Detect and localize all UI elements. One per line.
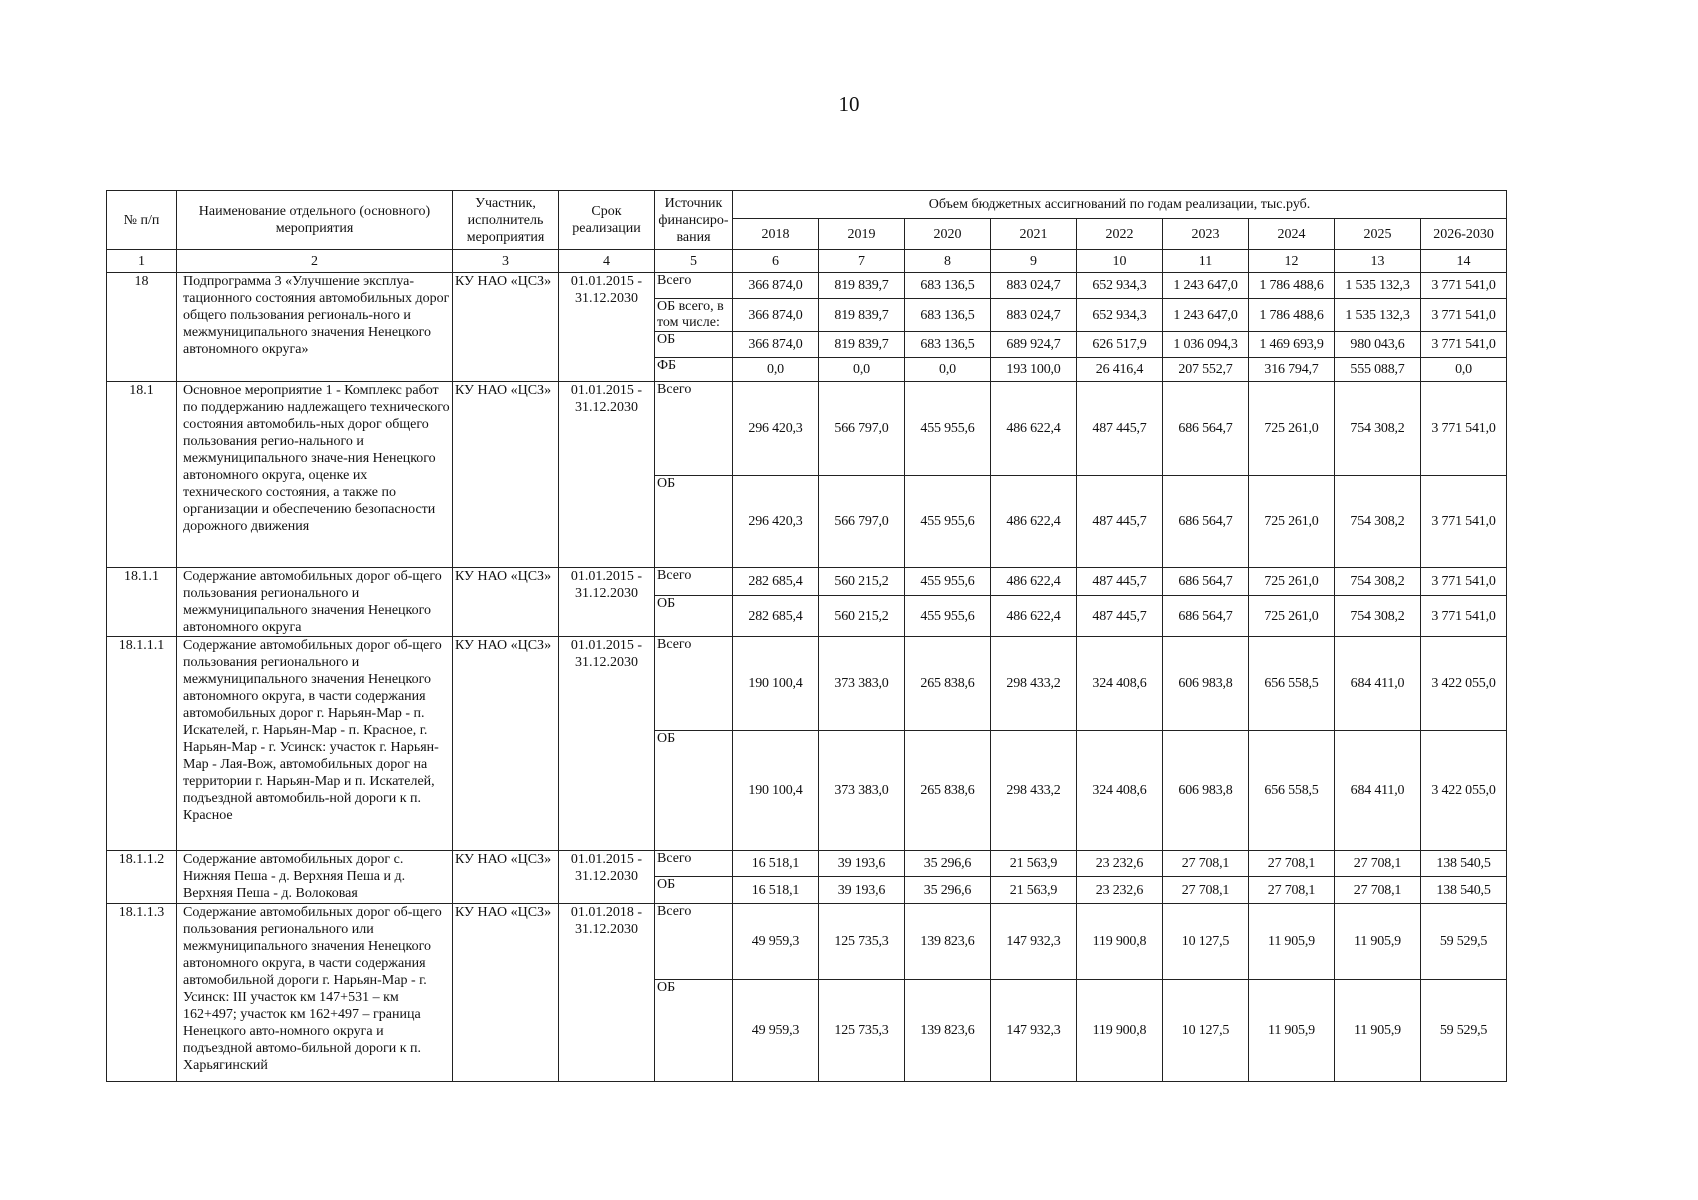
budget-value: 487 445,7	[1077, 596, 1163, 637]
budget-value: 819 839,7	[819, 299, 905, 332]
funding-source: ФБ	[655, 358, 733, 382]
budget-value: 190 100,4	[733, 731, 819, 851]
budget-value: 39 193,6	[819, 877, 905, 904]
budget-value: 3 771 541,0	[1421, 568, 1507, 596]
funding-source: ОБ	[655, 332, 733, 358]
budget-value: 3 771 541,0	[1421, 476, 1507, 568]
budget-value: 487 445,7	[1077, 568, 1163, 596]
column-number: 4	[559, 250, 655, 273]
budget-value: 324 408,6	[1077, 637, 1163, 731]
budget-value: 139 823,6	[905, 904, 991, 980]
budget-value: 27 708,1	[1249, 851, 1335, 877]
budget-value: 27 708,1	[1335, 851, 1421, 877]
budget-value: 21 563,9	[991, 851, 1077, 877]
row-name: Содержание автомобильных дорог об-щего пользования регионального или межмуниципального значения Ненецкого автономного округа, в части содержания автомобильной дороги г. Нарьян-Мар - г. Усинск: III участок км 147+531 – км 162+497; участок км 162+497 – граница Ненецкого авто-номного округа и подъездной автомо-бильной дороги к п. Харьягинский	[177, 904, 453, 1082]
budget-value: 207 552,7	[1163, 358, 1249, 382]
budget-value: 49 959,3	[733, 980, 819, 1082]
budget-value: 686 564,7	[1163, 476, 1249, 568]
funding-source: ОБ	[655, 596, 733, 637]
budget-value: 455 955,6	[905, 382, 991, 476]
budget-value: 125 735,3	[819, 904, 905, 980]
budget-value: 1 469 693,9	[1249, 332, 1335, 358]
table-row	[107, 273, 1507, 299]
funding-source: ОБ	[655, 731, 733, 851]
budget-value: 0,0	[1421, 358, 1507, 382]
budget-value: 27 708,1	[1249, 877, 1335, 904]
header-source: Источник финансиро-вания	[655, 191, 733, 250]
budget-value: 59 529,5	[1421, 980, 1507, 1082]
budget-value: 0,0	[905, 358, 991, 382]
row-number: 18.1	[107, 382, 177, 568]
row-term: 01.01.2018 - 31.12.2030	[559, 904, 655, 1082]
header-year: 2020	[905, 219, 991, 250]
budget-value: 373 383,0	[819, 731, 905, 851]
column-number: 1	[107, 250, 177, 273]
budget-value: 21 563,9	[991, 877, 1077, 904]
budget-value: 0,0	[819, 358, 905, 382]
row-number: 18.1.1.3	[107, 904, 177, 1082]
budget-value: 684 411,0	[1335, 637, 1421, 731]
budget-value: 39 193,6	[819, 851, 905, 877]
table-row	[107, 904, 1507, 980]
budget-value: 487 445,7	[1077, 382, 1163, 476]
budget-value: 3 771 541,0	[1421, 299, 1507, 332]
page-number: 10	[838, 92, 860, 116]
table-row	[107, 851, 1507, 877]
funding-source: ОБ	[655, 877, 733, 904]
budget-value: 686 564,7	[1163, 382, 1249, 476]
budget-value: 1 535 132,3	[1335, 299, 1421, 332]
funding-source: ОБ всего, в том числе:	[655, 299, 733, 332]
budget-value: 606 983,8	[1163, 637, 1249, 731]
budget-value: 16 518,1	[733, 851, 819, 877]
budget-value: 26 416,4	[1077, 358, 1163, 382]
budget-value: 265 838,6	[905, 637, 991, 731]
header-participant: Участник, исполнитель мероприятия	[453, 191, 559, 250]
budget-value: 566 797,0	[819, 476, 905, 568]
budget-value: 3 422 055,0	[1421, 731, 1507, 851]
budget-value: 27 708,1	[1163, 877, 1249, 904]
budget-value: 190 100,4	[733, 637, 819, 731]
budget-value: 486 622,4	[991, 568, 1077, 596]
budget-value: 282 685,4	[733, 596, 819, 637]
budget-value: 282 685,4	[733, 568, 819, 596]
column-number: 12	[1249, 250, 1335, 273]
budget-value: 27 708,1	[1335, 877, 1421, 904]
budget-value: 606 983,8	[1163, 731, 1249, 851]
budget-value: 23 232,6	[1077, 851, 1163, 877]
budget-value: 138 540,5	[1421, 851, 1507, 877]
budget-value: 0,0	[733, 358, 819, 382]
row-participant: КУ НАО «ЦСЗ»	[453, 904, 559, 1082]
header-budget: Объем бюджетных ассигнований по годам реализации, тыс.руб.	[733, 191, 1507, 219]
budget-value: 3 422 055,0	[1421, 637, 1507, 731]
funding-source: Всего	[655, 637, 733, 731]
budget-value: 324 408,6	[1077, 731, 1163, 851]
budget-value: 883 024,7	[991, 273, 1077, 299]
budget-value: 11 905,9	[1335, 904, 1421, 980]
budget-value: 686 564,7	[1163, 596, 1249, 637]
budget-value: 754 308,2	[1335, 476, 1421, 568]
header-year: 2022	[1077, 219, 1163, 250]
row-term: 01.01.2015 - 31.12.2030	[559, 382, 655, 568]
budget-value: 486 622,4	[991, 596, 1077, 637]
budget-value: 1 243 647,0	[1163, 299, 1249, 332]
budget-value: 35 296,6	[905, 877, 991, 904]
row-participant: КУ НАО «ЦСЗ»	[453, 637, 559, 851]
budget-value: 1 786 488,6	[1249, 273, 1335, 299]
budget-value: 35 296,6	[905, 851, 991, 877]
funding-source: ОБ	[655, 980, 733, 1082]
column-number: 10	[1077, 250, 1163, 273]
budget-value: 366 874,0	[733, 273, 819, 299]
funding-source: Всего	[655, 382, 733, 476]
funding-source: ОБ	[655, 476, 733, 568]
row-name: Содержание автомобильных дорог с. Нижняя Пеша - д. Верхняя Пеша и д. Верхняя Пеша - д. Волоковая	[177, 851, 453, 904]
budget-value: 193 100,0	[991, 358, 1077, 382]
funding-source: Всего	[655, 904, 733, 980]
row-number: 18.1.1.1	[107, 637, 177, 851]
funding-source: Всего	[655, 273, 733, 299]
budget-value: 3 771 541,0	[1421, 273, 1507, 299]
budget-value: 16 518,1	[733, 877, 819, 904]
budget-value: 560 215,2	[819, 596, 905, 637]
column-number: 2	[177, 250, 453, 273]
header-year: 2018	[733, 219, 819, 250]
budget-value: 555 088,7	[1335, 358, 1421, 382]
budget-value: 686 564,7	[1163, 568, 1249, 596]
header-num: № п/п	[107, 191, 177, 250]
funding-source: Всего	[655, 851, 733, 877]
row-name: Подпрограмма 3 «Улучшение эксплуа-тационного состояния автомобильных дорог общего пользования региональ-ного и межмуниципального значения Ненецкого автономного округа»	[177, 273, 453, 382]
budget-value: 560 215,2	[819, 568, 905, 596]
budget-value: 819 839,7	[819, 332, 905, 358]
budget-value: 316 794,7	[1249, 358, 1335, 382]
budget-value: 754 308,2	[1335, 382, 1421, 476]
budget-value: 59 529,5	[1421, 904, 1507, 980]
budget-value: 486 622,4	[991, 382, 1077, 476]
budget-value: 754 308,2	[1335, 596, 1421, 637]
column-number: 13	[1335, 250, 1421, 273]
budget-value: 366 874,0	[733, 299, 819, 332]
column-number: 9	[991, 250, 1077, 273]
column-number: 14	[1421, 250, 1507, 273]
header-row	[107, 191, 1507, 219]
column-numbers-row	[107, 250, 1507, 273]
header-year: 2024	[1249, 219, 1335, 250]
row-participant: КУ НАО «ЦСЗ»	[453, 382, 559, 568]
row-term: 01.01.2015 - 31.12.2030	[559, 273, 655, 382]
budget-value: 652 934,3	[1077, 299, 1163, 332]
column-number: 3	[453, 250, 559, 273]
row-number: 18	[107, 273, 177, 382]
row-number: 18.1.1	[107, 568, 177, 637]
row-participant: КУ НАО «ЦСЗ»	[453, 851, 559, 904]
budget-value: 486 622,4	[991, 476, 1077, 568]
budget-value: 455 955,6	[905, 596, 991, 637]
budget-value: 455 955,6	[905, 476, 991, 568]
budget-value: 684 411,0	[1335, 731, 1421, 851]
header-year: 2026-2030	[1421, 219, 1507, 250]
budget-value: 656 558,5	[1249, 637, 1335, 731]
budget-value: 366 874,0	[733, 332, 819, 358]
budget-value: 487 445,7	[1077, 476, 1163, 568]
budget-value: 683 136,5	[905, 273, 991, 299]
budget-value: 1 535 132,3	[1335, 273, 1421, 299]
header-year: 2025	[1335, 219, 1421, 250]
row-number: 18.1.1.2	[107, 851, 177, 904]
budget-value: 725 261,0	[1249, 476, 1335, 568]
budget-value: 3 771 541,0	[1421, 382, 1507, 476]
table-row	[107, 382, 1507, 476]
row-name: Содержание автомобильных дорог об-щего пользования регионального и межмуниципального значения Ненецкого автономного округа	[177, 568, 453, 637]
row-term: 01.01.2015 - 31.12.2030	[559, 637, 655, 851]
funding-source: Всего	[655, 568, 733, 596]
header-name: Наименование отдельного (основного) мероприятия	[177, 191, 453, 250]
budget-value: 754 308,2	[1335, 568, 1421, 596]
table-row	[107, 568, 1507, 596]
row-name: Содержание автомобильных дорог об-щего пользования регионального и межмуниципального значения Ненецкого автономного округа, в части содержания автомобильных дорог г. Нарьян-Мар - п. Искателей, г. Нарьян-Мар - п. Красное, г. Нарьян-Мар - г. Усинск: участок г. Нарьян-Мар - Лая-Вож, автомобильных дорог на территории г. Нарьян-Мар и п. Искателей, подъездной автомобиль-ной дороги к п. Красное	[177, 637, 453, 851]
row-term: 01.01.2015 - 31.12.2030	[559, 568, 655, 637]
budget-value: 689 924,7	[991, 332, 1077, 358]
budget-value: 119 900,8	[1077, 980, 1163, 1082]
budget-table	[106, 190, 1507, 1082]
budget-value: 656 558,5	[1249, 731, 1335, 851]
budget-value: 3 771 541,0	[1421, 332, 1507, 358]
budget-value: 49 959,3	[733, 904, 819, 980]
budget-value: 119 900,8	[1077, 904, 1163, 980]
budget-value: 626 517,9	[1077, 332, 1163, 358]
column-number: 5	[655, 250, 733, 273]
header-year: 2021	[991, 219, 1077, 250]
budget-value: 10 127,5	[1163, 980, 1249, 1082]
row-name: Основное мероприятие 1 - Комплекс работ по поддержанию надлежащего технического состояния автомобиль-ных дорог общего пользования регио-нального и межмуниципального значе-ния Ненецкого автономного округа, оценке их технического состояния, а также по организации и обеспечению безопасности дорожного движения	[177, 382, 453, 568]
column-number: 8	[905, 250, 991, 273]
budget-value: 298 433,2	[991, 731, 1077, 851]
budget-value: 1 243 647,0	[1163, 273, 1249, 299]
budget-value: 11 905,9	[1249, 904, 1335, 980]
budget-value: 23 232,6	[1077, 877, 1163, 904]
row-participant: КУ НАО «ЦСЗ»	[453, 568, 559, 637]
budget-value: 725 261,0	[1249, 568, 1335, 596]
budget-value: 883 024,7	[991, 299, 1077, 332]
budget-value: 725 261,0	[1249, 382, 1335, 476]
budget-value: 296 420,3	[733, 382, 819, 476]
budget-value: 138 540,5	[1421, 877, 1507, 904]
budget-value: 725 261,0	[1249, 596, 1335, 637]
budget-value: 819 839,7	[819, 273, 905, 299]
budget-value: 10 127,5	[1163, 904, 1249, 980]
row-participant: КУ НАО «ЦСЗ»	[453, 273, 559, 382]
budget-value: 11 905,9	[1335, 980, 1421, 1082]
budget-value: 566 797,0	[819, 382, 905, 476]
budget-value: 147 932,3	[991, 980, 1077, 1082]
budget-value: 455 955,6	[905, 568, 991, 596]
budget-value: 27 708,1	[1163, 851, 1249, 877]
budget-value: 11 905,9	[1249, 980, 1335, 1082]
budget-value: 1 786 488,6	[1249, 299, 1335, 332]
column-number: 6	[733, 250, 819, 273]
budget-value: 652 934,3	[1077, 273, 1163, 299]
header-term: Срок реализации	[559, 191, 655, 250]
column-number: 11	[1163, 250, 1249, 273]
row-term: 01.01.2015 - 31.12.2030	[559, 851, 655, 904]
budget-value: 265 838,6	[905, 731, 991, 851]
budget-value: 1 036 094,3	[1163, 332, 1249, 358]
budget-value: 3 771 541,0	[1421, 596, 1507, 637]
budget-value: 298 433,2	[991, 637, 1077, 731]
budget-value: 373 383,0	[819, 637, 905, 731]
header-year: 2023	[1163, 219, 1249, 250]
header-year: 2019	[819, 219, 905, 250]
column-number: 7	[819, 250, 905, 273]
budget-value: 125 735,3	[819, 980, 905, 1082]
budget-value: 139 823,6	[905, 980, 991, 1082]
budget-value: 683 136,5	[905, 299, 991, 332]
budget-value: 296 420,3	[733, 476, 819, 568]
table-row	[107, 637, 1507, 731]
table-body	[107, 191, 1507, 1082]
budget-value: 147 932,3	[991, 904, 1077, 980]
budget-value: 683 136,5	[905, 332, 991, 358]
budget-value: 980 043,6	[1335, 332, 1421, 358]
